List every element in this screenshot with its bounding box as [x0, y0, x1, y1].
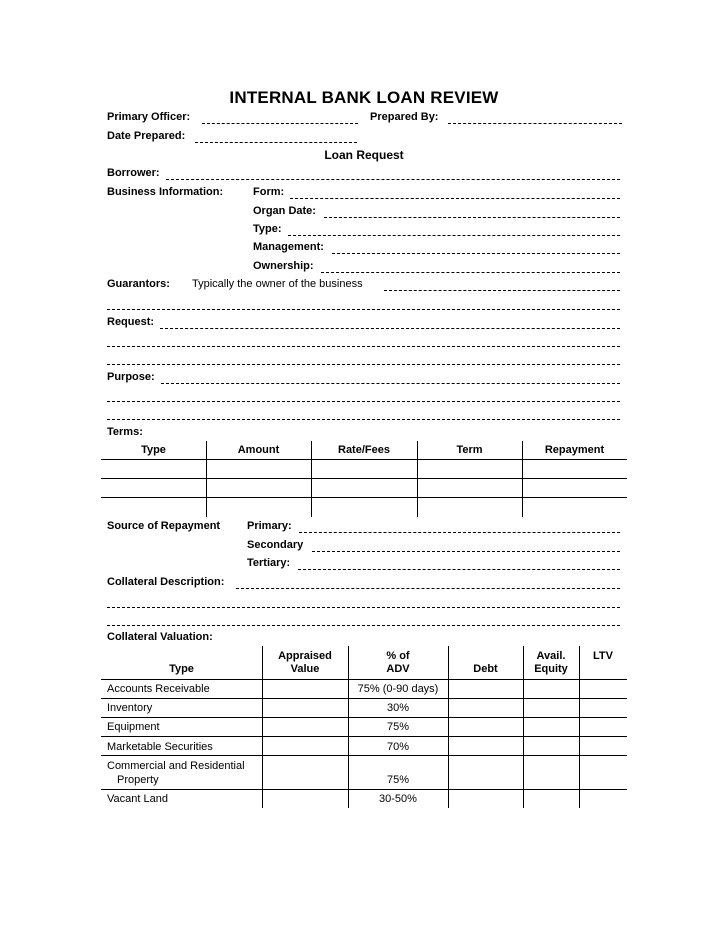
valuation-row-type: Marketable Securities: [107, 741, 213, 753]
valuation-header-appraised: [262, 650, 348, 676]
date-prepared-field[interactable]: [195, 142, 357, 143]
request-field[interactable]: [160, 328, 620, 329]
valuation-rule: [101, 698, 627, 699]
ownership-field[interactable]: [321, 272, 620, 273]
valuation-row-adv: 75%: [386, 774, 410, 786]
guarantors-label: Guarantors:: [107, 278, 170, 290]
valuation-row-type-cont: Property: [117, 774, 159, 786]
request-field-line-2[interactable]: [107, 346, 620, 347]
equity-line-1: Avail.: [536, 650, 566, 662]
borrower-label: Borrower:: [107, 167, 160, 179]
valuation-row-adv: 75%: [386, 721, 410, 733]
organ-date-label: Organ Date:: [253, 205, 316, 217]
date-prepared-label: Date Prepared:: [107, 130, 186, 142]
terms-header-term: Term: [456, 444, 483, 456]
valuation-col-divider: [579, 646, 580, 808]
prepared-by-field[interactable]: [448, 123, 622, 124]
terms-header-type: Type: [141, 444, 166, 456]
valuation-row-type: Equipment: [107, 721, 160, 733]
tertiary-field[interactable]: [298, 569, 620, 570]
collateral-valuation-label: Collateral Valuation:: [107, 631, 213, 643]
terms-rule-row-2: [101, 497, 627, 498]
tertiary-label: Tertiary:: [247, 557, 291, 569]
valuation-col-divider: [448, 646, 449, 808]
valuation-rule: [101, 679, 627, 680]
management-field[interactable]: [332, 253, 620, 254]
guarantors-field-line-2[interactable]: [107, 309, 620, 310]
type-field[interactable]: [288, 235, 620, 236]
valuation-rule: [101, 717, 627, 718]
request-field-line-3[interactable]: [107, 364, 620, 365]
valuation-row-type: Vacant Land: [107, 793, 168, 805]
valuation-header-ltv: LTV: [593, 650, 613, 662]
primary-officer-label: Primary Officer:: [107, 111, 191, 123]
appraised-line-1: Appraised: [278, 650, 332, 662]
terms-col-divider: [417, 441, 418, 517]
valuation-row-adv: 30%: [386, 702, 410, 714]
collateral-description-line-3[interactable]: [107, 625, 620, 626]
valuation-rule: [101, 736, 627, 737]
valuation-header-type: Type: [169, 663, 194, 675]
borrower-field[interactable]: [166, 179, 620, 180]
valuation-col-divider: [523, 646, 524, 808]
valuation-col-divider: [262, 646, 263, 808]
terms-rule-header: [101, 459, 627, 460]
terms-rule-row-1: [101, 478, 627, 479]
business-information-label: Business Information:: [107, 186, 224, 198]
terms-col-divider: [311, 441, 312, 517]
organ-date-field[interactable]: [324, 217, 620, 218]
valuation-row-type: Inventory: [107, 702, 153, 714]
valuation-rule: [101, 755, 627, 756]
terms-header-repayment: Repayment: [544, 444, 605, 456]
collateral-description-label: Collateral Description:: [107, 576, 225, 588]
terms-header-amount: Amount: [237, 444, 280, 456]
terms-label: Terms:: [107, 426, 143, 438]
valuation-row-adv: 75% (0-90 days): [357, 683, 439, 695]
purpose-field-line-3[interactable]: [107, 419, 620, 420]
guarantors-field[interactable]: [384, 290, 620, 291]
page-title: INTERNAL BANK LOAN REVIEW: [229, 88, 499, 107]
form-field[interactable]: [290, 198, 620, 199]
primary-label: Primary:: [247, 520, 292, 532]
prepared-by-label: Prepared By:: [370, 111, 439, 123]
terms-col-divider: [522, 441, 523, 517]
request-label: Request:: [107, 316, 155, 328]
collateral-description-line-2[interactable]: [107, 607, 620, 608]
adv-line-1: % of: [386, 650, 410, 662]
valuation-header-debt: Debt: [473, 663, 498, 675]
valuation-row-adv: 70%: [386, 741, 410, 753]
source-of-repayment-label: Source of Repayment: [107, 520, 221, 532]
valuation-header-adv: [348, 650, 448, 676]
secondary-field[interactable]: [312, 551, 620, 552]
purpose-label: Purpose:: [107, 371, 155, 383]
valuation-rule: [101, 789, 627, 790]
primary-field[interactable]: [299, 532, 620, 533]
primary-officer-field[interactable]: [202, 123, 358, 124]
valuation-row-adv: 30-50%: [379, 793, 417, 805]
valuation-row-type: Commercial and Residential: [107, 760, 245, 772]
purpose-field-line-2[interactable]: [107, 401, 620, 402]
guarantors-hint: Typically the owner of the business: [192, 278, 363, 290]
ownership-label: Ownership:: [253, 260, 314, 272]
valuation-header-equity: [523, 650, 579, 676]
management-label: Management:: [253, 241, 324, 253]
adv-line-2: ADV: [386, 663, 410, 675]
purpose-field[interactable]: [161, 383, 620, 384]
terms-header-rate-fees: Rate/Fees: [338, 444, 390, 456]
loan-request-heading: Loan Request: [324, 148, 404, 162]
collateral-description-field[interactable]: [236, 588, 620, 589]
secondary-label: Secondary: [247, 539, 304, 551]
type-label: Type:: [253, 223, 282, 235]
terms-col-divider: [206, 441, 207, 517]
valuation-row-type: Accounts Receivable: [107, 683, 210, 695]
appraised-line-2: Value: [290, 663, 320, 675]
equity-line-2: Equity: [534, 663, 568, 675]
form-label: Form:: [253, 186, 285, 198]
